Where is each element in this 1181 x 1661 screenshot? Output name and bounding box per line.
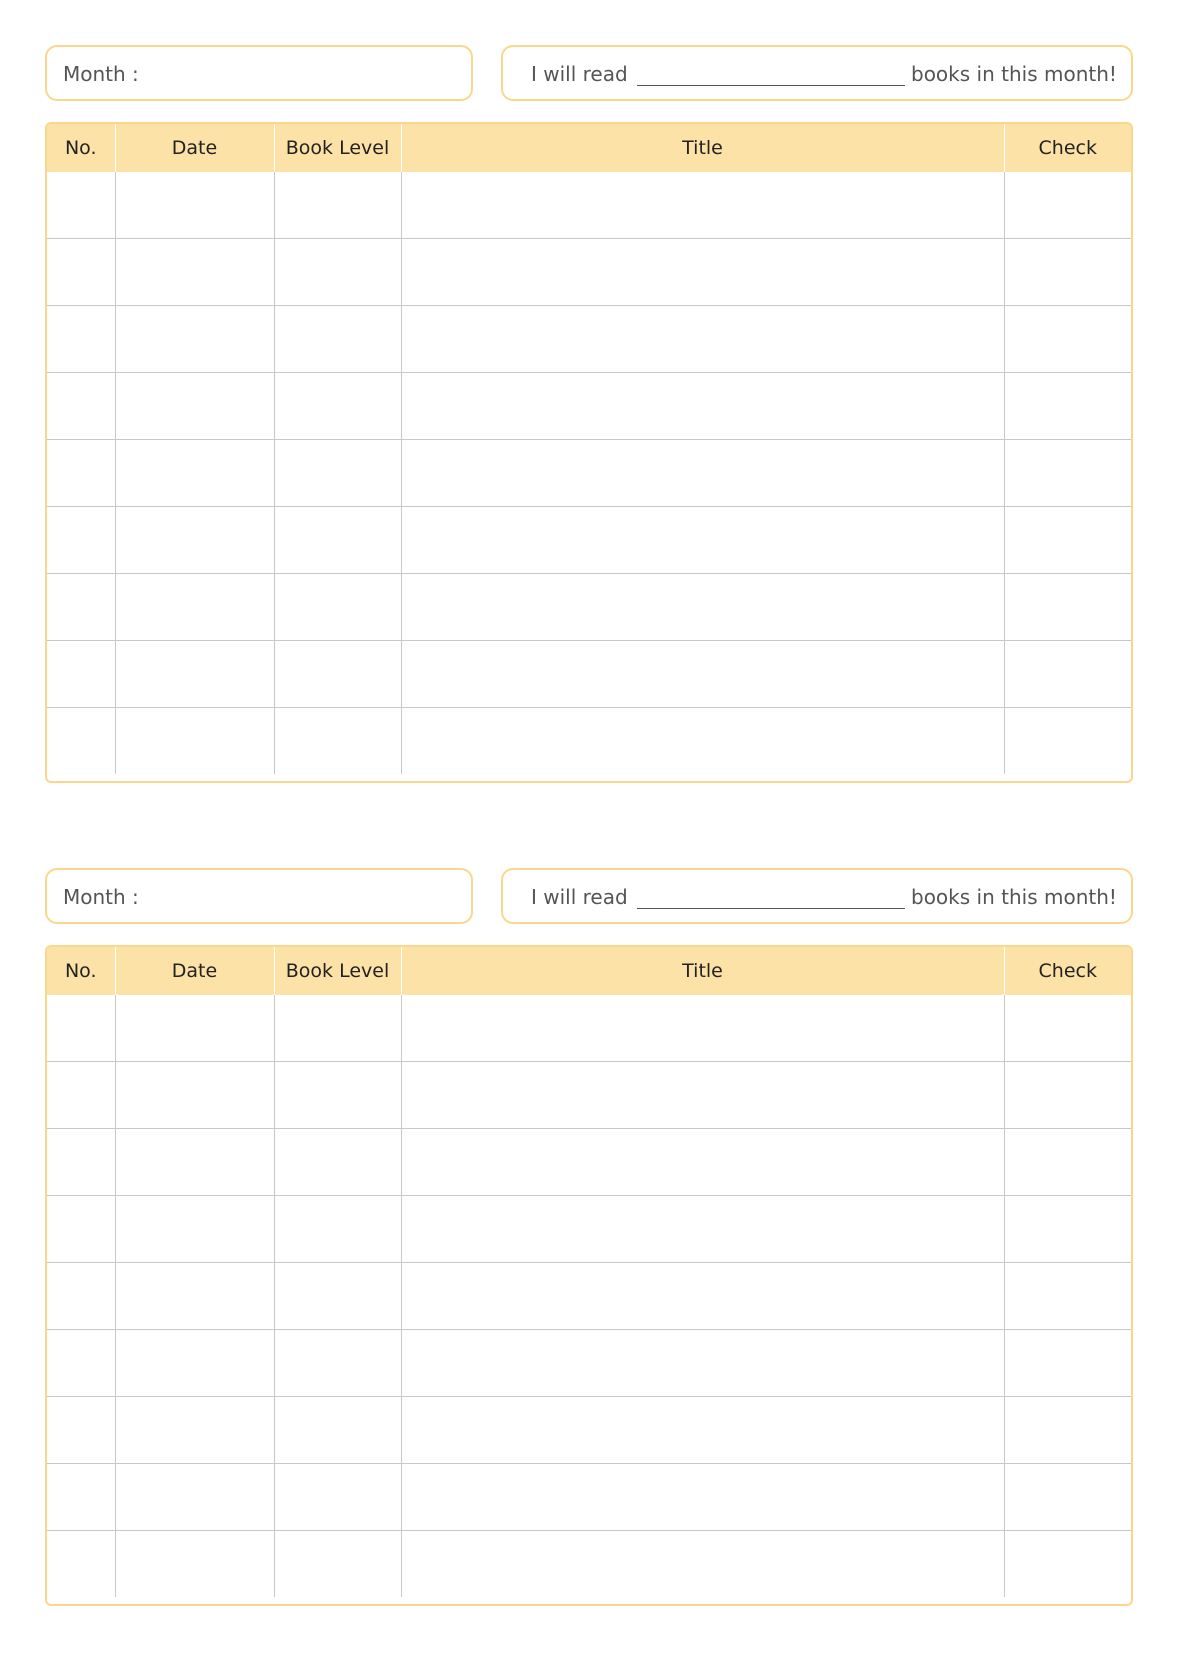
cell-date[interactable] — [115, 507, 274, 574]
cell-date[interactable] — [115, 1062, 274, 1129]
cell-no[interactable] — [47, 1263, 115, 1330]
cell-check[interactable] — [1004, 440, 1131, 507]
cell-title[interactable] — [401, 1129, 1004, 1196]
table-row — [47, 440, 1131, 507]
cell-check[interactable] — [1004, 1129, 1131, 1196]
cell-book-level[interactable] — [274, 1129, 401, 1196]
cell-book-level[interactable] — [274, 1464, 401, 1531]
cell-date[interactable] — [115, 440, 274, 507]
cell-no[interactable] — [47, 641, 115, 708]
cell-check[interactable] — [1004, 373, 1131, 440]
column-header-no: No. — [47, 124, 115, 172]
cell-book-level[interactable] — [274, 1330, 401, 1397]
table-row — [47, 641, 1131, 708]
column-header-check: Check — [1004, 947, 1131, 995]
cell-title[interactable] — [401, 1397, 1004, 1464]
table-row — [47, 1531, 1131, 1598]
cell-check[interactable] — [1004, 239, 1131, 306]
cell-no[interactable] — [47, 172, 115, 239]
cell-check[interactable] — [1004, 1330, 1131, 1397]
goal-prefix: I will read — [531, 885, 628, 909]
cell-book-level[interactable] — [274, 172, 401, 239]
cell-check[interactable] — [1004, 1263, 1131, 1330]
table-row — [47, 1129, 1131, 1196]
reading-log-section-2 — [45, 868, 1133, 982]
cell-date[interactable] — [115, 373, 274, 440]
cell-date[interactable] — [115, 172, 274, 239]
column-header-date: Date — [115, 124, 274, 172]
column-header-date: Date — [115, 947, 274, 995]
cell-date[interactable] — [115, 1330, 274, 1397]
cell-date[interactable] — [115, 574, 274, 641]
cell-check[interactable] — [1004, 1196, 1131, 1263]
cell-date[interactable] — [115, 1531, 274, 1598]
cell-no[interactable] — [47, 708, 115, 775]
cell-book-level[interactable] — [274, 373, 401, 440]
cell-check[interactable] — [1004, 995, 1131, 1062]
table-row — [47, 574, 1131, 641]
table-row — [47, 1330, 1131, 1397]
cell-book-level[interactable] — [274, 574, 401, 641]
cell-book-level[interactable] — [274, 708, 401, 775]
cell-title[interactable] — [401, 1330, 1004, 1397]
column-header-check: Check — [1004, 124, 1131, 172]
cell-date[interactable] — [115, 239, 274, 306]
cell-date[interactable] — [115, 1397, 274, 1464]
cell-no[interactable] — [47, 507, 115, 574]
cell-date[interactable] — [115, 306, 274, 373]
table-header-row — [47, 947, 1131, 995]
cell-check[interactable] — [1004, 641, 1131, 708]
cell-date[interactable] — [115, 1263, 274, 1330]
table-row — [47, 507, 1131, 574]
section-header — [45, 868, 1133, 924]
section-header — [45, 45, 1133, 101]
cell-date[interactable] — [115, 995, 274, 1062]
cell-check[interactable] — [1004, 574, 1131, 641]
cell-no[interactable] — [47, 1397, 115, 1464]
column-header-book-level: Book Level — [274, 947, 401, 995]
cell-title[interactable] — [401, 239, 1004, 306]
cell-check[interactable] — [1004, 1062, 1131, 1129]
cell-no[interactable] — [47, 1464, 115, 1531]
column-header-title: Title — [401, 947, 1004, 995]
cell-title[interactable] — [401, 507, 1004, 574]
cell-no[interactable] — [47, 1531, 115, 1598]
goal-prefix: I will read — [531, 62, 628, 86]
cell-check[interactable] — [1004, 172, 1131, 239]
table-row — [47, 708, 1131, 775]
cell-title[interactable] — [401, 440, 1004, 507]
cell-date[interactable] — [115, 641, 274, 708]
reading-goal-field — [501, 868, 1133, 924]
table-row — [47, 306, 1131, 373]
table-body — [47, 172, 1131, 774]
month-field[interactable] — [45, 45, 473, 101]
cell-no[interactable] — [47, 440, 115, 507]
cell-no[interactable] — [47, 306, 115, 373]
cell-title[interactable] — [401, 1196, 1004, 1263]
cell-check[interactable] — [1004, 306, 1131, 373]
cell-check[interactable] — [1004, 1531, 1131, 1598]
table-row — [47, 373, 1131, 440]
cell-book-level[interactable] — [274, 440, 401, 507]
cell-title[interactable] — [401, 1263, 1004, 1330]
table-row — [47, 995, 1131, 1062]
column-header-title: Title — [401, 124, 1004, 172]
cell-book-level[interactable] — [274, 1263, 401, 1330]
cell-title[interactable] — [401, 306, 1004, 373]
goal-blank-line[interactable] — [637, 85, 905, 86]
cell-title[interactable] — [401, 574, 1004, 641]
cell-book-level[interactable] — [274, 1397, 401, 1464]
cell-no[interactable] — [47, 1062, 115, 1129]
cell-title[interactable] — [401, 708, 1004, 775]
cell-book-level[interactable] — [274, 1062, 401, 1129]
cell-book-level[interactable] — [274, 1531, 401, 1598]
cell-check[interactable] — [1004, 708, 1131, 775]
table-row — [47, 1263, 1131, 1330]
cell-title[interactable] — [401, 1464, 1004, 1531]
column-header-book-level: Book Level — [274, 124, 401, 172]
cell-book-level[interactable] — [274, 995, 401, 1062]
cell-book-level[interactable] — [274, 641, 401, 708]
table-row — [47, 1464, 1131, 1531]
month-label: Month : — [63, 885, 139, 909]
month-label: Month : — [63, 62, 139, 86]
cell-no[interactable] — [47, 1196, 115, 1263]
cell-no[interactable] — [47, 373, 115, 440]
reading-log-table — [45, 122, 1133, 783]
cell-no[interactable] — [47, 1129, 115, 1196]
cell-title[interactable] — [401, 1062, 1004, 1129]
reading-log-table — [45, 945, 1133, 1606]
table-row — [47, 239, 1131, 306]
cell-date[interactable] — [115, 1464, 274, 1531]
goal-suffix: books in this month! — [911, 885, 1117, 909]
table-header-row — [47, 124, 1131, 172]
cell-date[interactable] — [115, 708, 274, 775]
cell-book-level[interactable] — [274, 239, 401, 306]
table-row — [47, 1397, 1131, 1464]
cell-title[interactable] — [401, 373, 1004, 440]
cell-title[interactable] — [401, 641, 1004, 708]
cell-no[interactable] — [47, 1330, 115, 1397]
cell-check[interactable] — [1004, 507, 1131, 574]
cell-check[interactable] — [1004, 1464, 1131, 1531]
cell-book-level[interactable] — [274, 306, 401, 373]
month-field[interactable] — [45, 868, 473, 924]
cell-title[interactable] — [401, 995, 1004, 1062]
cell-book-level[interactable] — [274, 1196, 401, 1263]
cell-title[interactable] — [401, 1531, 1004, 1598]
cell-book-level[interactable] — [274, 507, 401, 574]
goal-blank-line[interactable] — [637, 908, 905, 909]
table-row — [47, 1062, 1131, 1129]
reading-goal-field — [501, 45, 1133, 101]
cell-no[interactable] — [47, 574, 115, 641]
table-row — [47, 172, 1131, 239]
cell-no[interactable] — [47, 239, 115, 306]
cell-date[interactable] — [115, 1196, 274, 1263]
table-body — [47, 995, 1131, 1597]
column-header-no: No. — [47, 947, 115, 995]
cell-date[interactable] — [115, 1129, 274, 1196]
table-row — [47, 1196, 1131, 1263]
cell-no[interactable] — [47, 995, 115, 1062]
goal-suffix: books in this month! — [911, 62, 1117, 86]
cell-check[interactable] — [1004, 1397, 1131, 1464]
reading-log-section-1 — [45, 45, 1133, 159]
cell-title[interactable] — [401, 172, 1004, 239]
